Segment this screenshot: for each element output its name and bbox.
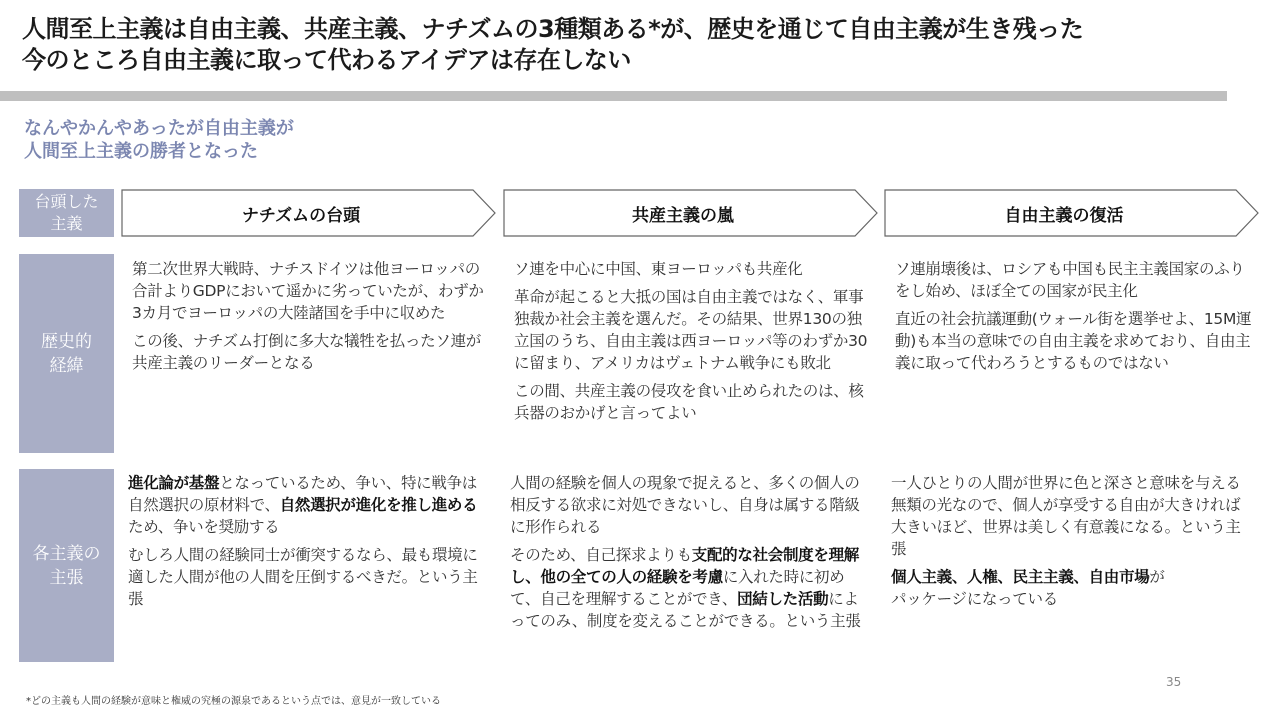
column-heading-communism: 共産主義の嵐 [632,205,734,226]
body-text: となっているため、争い、特に戦争は自然選択の原材料で、 [128,474,477,514]
claims-paragraph: 一人ひとりの人間が世界に色と深さと意味を与える無類の光なので、個人が享受する自由が大きければ大きいほど、世界は美しく有意義になる。という主張 [891,474,1241,558]
claims-paragraph [128,472,490,538]
title-divider [0,91,1227,101]
history-cell-nazism [132,258,490,380]
history-paragraph: 第二次世界大戦時、ナチスドイツは他ヨーロッパの合計よりGDPにおいて遥かに劣っていたが、わずか3カ月でヨーロッパの大陸諸国を手中に収めた [132,260,484,322]
claims-cell-liberalism [891,472,1253,616]
body-text: が [1149,568,1165,586]
emphasis-text: 団結した活動 [737,590,829,608]
body-text: ため、争いを奨励する [128,518,280,536]
row-label-history [19,254,114,453]
claims-paragraph: 人間の経験を個人の現象で捉えると、多くの個人の相反する欲求に対処できないし、自身は属する階級に形作られる [510,474,860,536]
column-header-communism [503,189,879,237]
row-label-header-line-2: 主義 [50,214,83,233]
row-label-claims-line-1: 各主義の [32,543,101,564]
column-heading-liberalism: 自由主義の復活 [1004,205,1124,226]
row-label-claims [19,469,114,662]
claims-cell-nazism [128,472,490,616]
history-cell-communism [514,258,872,430]
row-label-header [19,189,114,237]
body-text: そのため、自己探求よりも [510,546,692,564]
row-label-header-line-1: 台頭した [34,192,99,211]
row-label-history-line-2: 経緯 [49,355,84,376]
footnote: *どの主義も人間の経験が意味と権威の究極の源泉であるという点では、意見が一致している [26,696,441,707]
subtitle-line-1: なんやかんやあったが自由主義が [24,118,294,139]
history-paragraph: この後、ナチズム打倒に多大な犠牲を払ったソ連が共産主義のリーダーとなる [132,332,481,372]
claims-paragraph: むしろ人間の経験同士が衝突するなら、最も環境に適した人間が他の人間を圧倒するべきだ。という主張 [128,546,478,608]
row-label-claims-line-2: 主張 [49,567,84,588]
column-header-liberalism [884,189,1260,237]
history-paragraph: 直近の社会抗議運動(ウォール街を選挙せよ、15M運動)も本当の意味での自由主義を求めており、自由主義に取って代わろうとするものではない [895,310,1252,372]
body-text: に入れた時に初めて、自己を理解することができ、 [510,568,845,608]
claims-paragraph [891,566,1253,610]
body-text: パッケージになっている [891,590,1058,608]
claims-paragraph [510,544,872,632]
body-text: によってのみ、制度を変えることができる。という主張 [510,590,861,630]
column-header-nazism [121,189,497,237]
history-paragraph: ソ連を中心に中国、東ヨーロッパも共産化 [514,260,803,278]
column-heading-nazism: ナチズムの台頭 [241,205,361,226]
page-number: 35 [1166,675,1182,689]
history-paragraph: この間、共産主義の侵攻を食い止められたのは、核兵器のおかげと言ってよい [514,382,864,422]
history-cell-liberalism [895,258,1253,380]
emphasis-text: 個人主義、人権、民主主義、自由市場 [891,568,1150,586]
page-title [22,14,1252,76]
claims-cell-communism [510,472,872,638]
emphasis-text: 自然選択が進化を推し進める [279,496,478,514]
title-line-2: 今のところ自由主義に取って代わるアイデアは存在しない [22,46,631,74]
subtitle-line-2: 人間至上主義の勝者となった [24,141,258,162]
title-line-1: 人間至上主義は自由主義、共産主義、ナチズムの3種類ある*が、歴史を通じて自由主義が生き残った [22,15,1084,43]
emphasis-text: 支配的な社会制度を理解し、他の全ての人の経験を考慮 [510,546,859,586]
history-paragraph: 革命が起こると大抵の国は自由主義ではなく、軍事独裁か社会主義を選んだ。その結果、世界130の独立国のうち、自由主義は西ヨーロッパ等のわずか30に留まり、アメリカはヴェトナム戦争にも敗北 [514,288,868,372]
history-paragraph: ソ連崩壊後は、ロシアも中国も民主主義国家のふりをし始め、ほぼ全ての国家が民主化 [895,260,1245,300]
subtitle [24,117,294,163]
emphasis-text: 進化論が基盤 [128,474,220,492]
row-label-history-line-1: 歴史的 [41,331,92,352]
